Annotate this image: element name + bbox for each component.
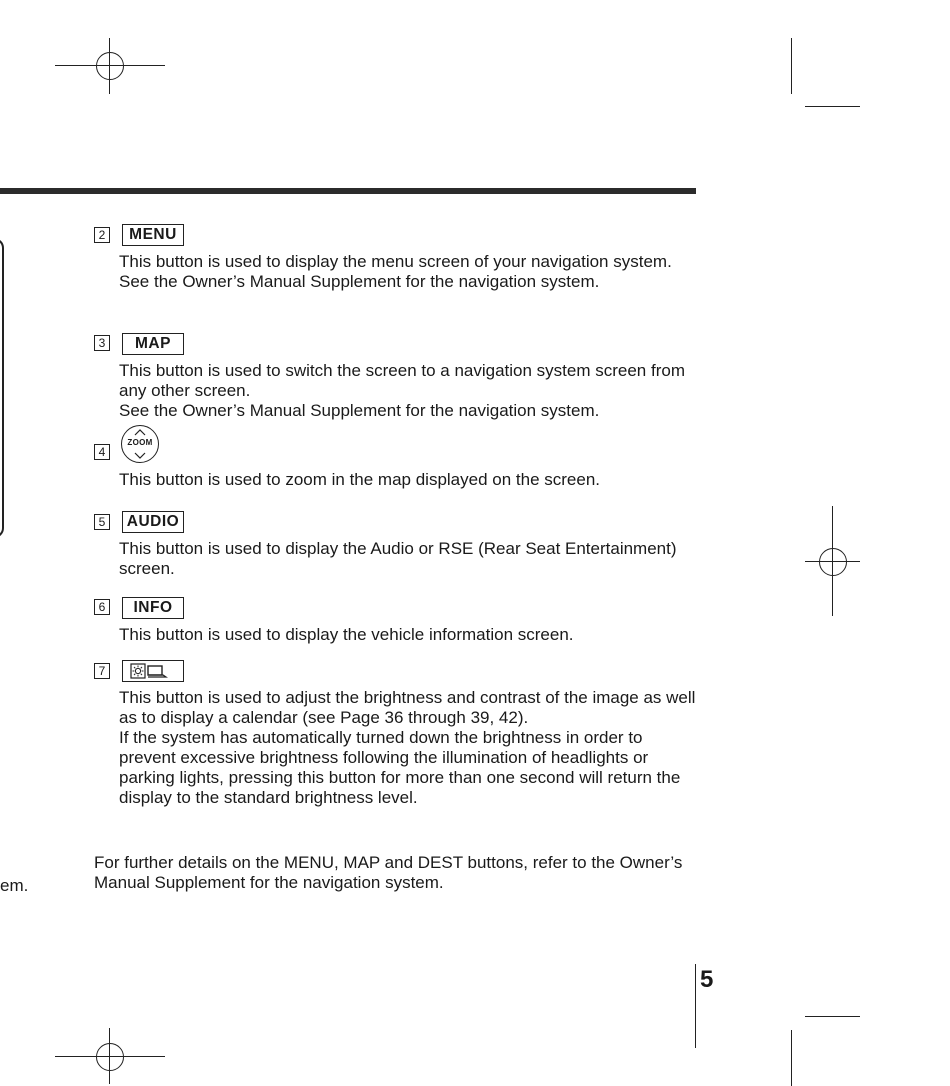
item-description: This button is used to display the vehicle information screen.	[119, 625, 574, 644]
item-number: 3	[94, 335, 110, 351]
item-number: 2	[94, 227, 110, 243]
zoom-key	[121, 425, 159, 463]
brightness-display-icon	[124, 662, 182, 680]
page-number-rule	[695, 964, 696, 1048]
item-number: 7	[94, 663, 110, 679]
item-description: This button is used to display the menu screen of your navigation system. See the Owner’s Manual Supplement for the navigation system.	[119, 252, 672, 291]
menu-key: MENU	[122, 224, 184, 246]
zoom-key-label: ZOOM	[127, 438, 153, 447]
item-number: 5	[94, 514, 110, 530]
header-rule	[0, 188, 696, 194]
brightness-key	[122, 660, 184, 682]
item-number: 4	[94, 444, 110, 460]
audio-key: AUDIO	[122, 511, 184, 533]
item-description: This button is used to zoom in the map displayed on the screen.	[119, 470, 600, 489]
footer-note: For further details on the MENU, MAP and DEST buttons, refer to the Owner’s Manual Supplement for the navigation system.	[94, 853, 683, 892]
left-column-fragment: em.	[0, 876, 29, 895]
page-number: 5	[700, 966, 714, 993]
info-key: INFO	[122, 597, 184, 619]
item-number: 6	[94, 599, 110, 615]
device-illustration-edge	[0, 238, 4, 538]
item-description: This button is used to switch the screen to a navigation system screen from any other screen. See the Owner’s Manual Supplement for the navigation system.	[119, 361, 685, 420]
map-key: MAP	[122, 333, 184, 355]
item-description: This button is used to display the Audio or RSE (Rear Seat Entertainment) screen.	[119, 539, 677, 578]
item-description: This button is used to adjust the brightness and contrast of the image as well as to display a calendar (see Page 36 through 39, 42). If the system has automatically turned down the brightness in order to prevent excessive brightness following the illumination of headlights or parking lights, pressing this button for more than one second will return the display to the standard brightness level.	[119, 688, 696, 807]
